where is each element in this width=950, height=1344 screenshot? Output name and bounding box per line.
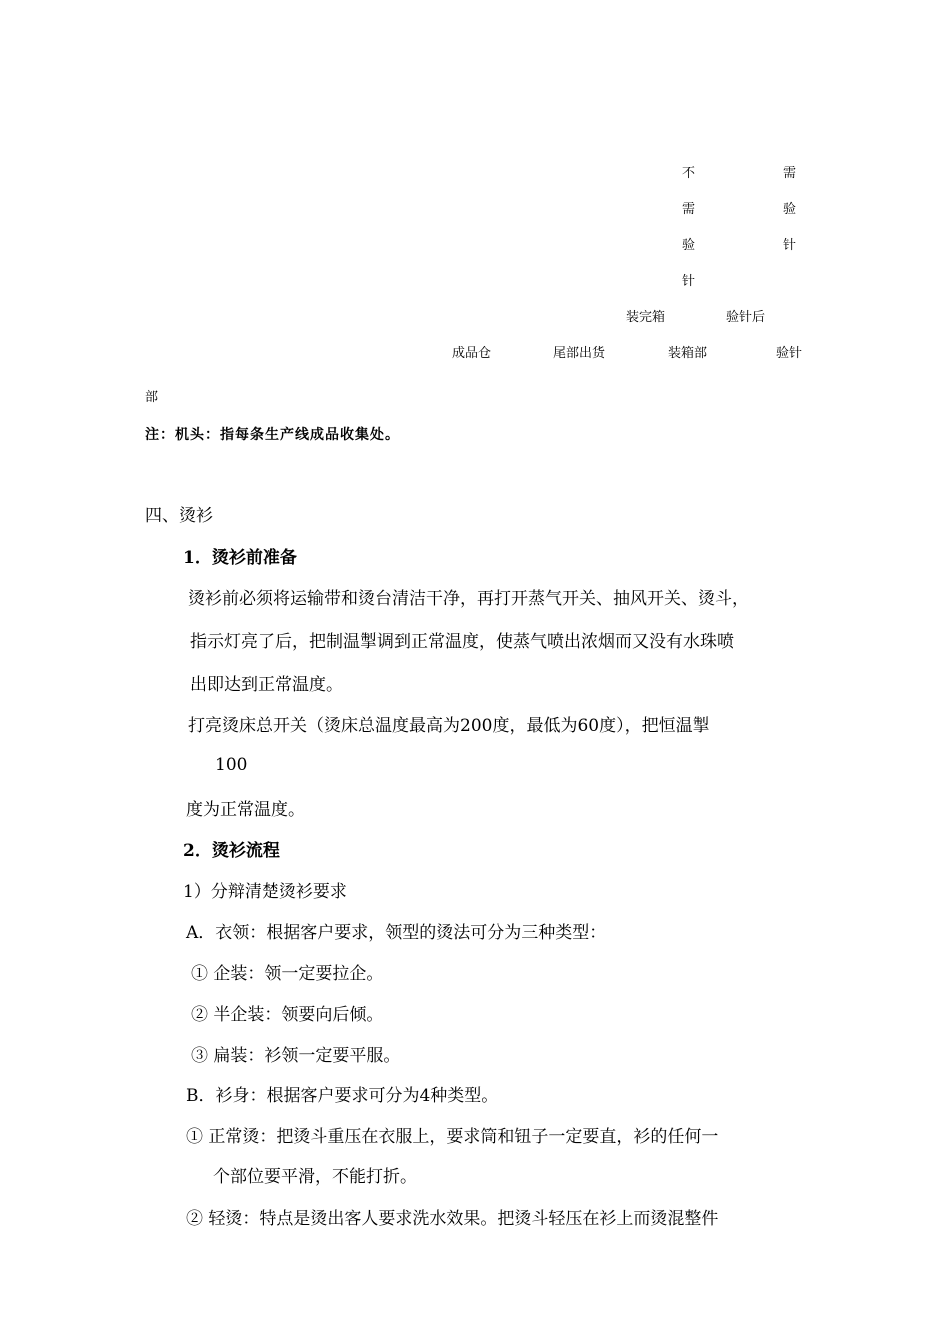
flow-line-9: ② 轻烫：特点是烫出客人要求洗水效果。把烫斗轻压在衫上而烫混整件 xyxy=(186,1209,719,1229)
flow-label-no-check-1: 不 xyxy=(682,166,696,181)
flow-label-need-check-2: 验 xyxy=(783,202,797,217)
flow-node-packing-dept: 装箱部 xyxy=(668,346,708,361)
flow-line-4: ② 半企装：领要向后倾。 xyxy=(191,1005,384,1025)
note-text: 注：机头：指每条生产线成品收集处。 xyxy=(145,427,400,443)
prep-line-3: 出即达到正常温度。 xyxy=(190,675,343,695)
flow-line-6: B．衫身：根据客户要求可分为4种类型。 xyxy=(186,1086,499,1106)
flow-node-needle-check: 验针 xyxy=(776,346,803,361)
prep-line-6: 度为正常温度。 xyxy=(186,800,305,820)
subsection-title-prep: 1．烫衫前准备 xyxy=(183,548,297,568)
flow-label-no-check-3: 验 xyxy=(682,238,696,253)
flow-line-8: 个部位要平滑，不能打折。 xyxy=(213,1167,417,1187)
flow-node-warehouse: 成品仓 xyxy=(452,346,492,361)
flow-label-after-check: 验针后 xyxy=(726,310,766,325)
flow-line-2: A．衣领：根据客户要求，领型的烫法可分为三种类型： xyxy=(186,923,607,943)
flow-line-7: ① 正常烫：把烫斗重压在衣服上，要求筒和钮子一定要直，衫的任何一 xyxy=(186,1127,719,1147)
prep-line-2: 指示灯亮了后，把制温掣调到正常温度，使蒸气喷出浓烟而又没有水珠喷 xyxy=(190,632,734,652)
flow-label-no-check-4: 针 xyxy=(682,274,696,289)
flow-node-dept-tail: 部 xyxy=(145,390,159,405)
flow-line-3: ① 企装：领一定要拉企。 xyxy=(191,964,384,984)
flow-label-after-packing: 装完箱 xyxy=(626,310,666,325)
flow-label-need-check-3: 针 xyxy=(783,238,797,253)
flow-line-5: ③ 扁装：衫领一定要平服。 xyxy=(191,1046,401,1066)
flow-line-1: 1）分辩清楚烫衫要求 xyxy=(183,882,347,902)
flow-label-no-check-2: 需 xyxy=(682,202,696,217)
prep-line-4: 打亮烫床总开关（烫床总温度最高为200度，最低为60度），把恒温掣 xyxy=(188,716,710,736)
flow-node-tail-shipping: 尾部出货 xyxy=(553,346,606,361)
prep-line-1: 烫衫前必须将运输带和烫台清洁干净，再打开蒸气开关、抽风开关、烫斗， xyxy=(188,589,749,609)
prep-line-5: 100 xyxy=(215,755,248,775)
subsection-title-flow: 2．烫衫流程 xyxy=(183,841,280,861)
flow-label-need-check-1: 需 xyxy=(783,166,797,181)
section-heading: 四、烫衫 xyxy=(145,506,213,526)
